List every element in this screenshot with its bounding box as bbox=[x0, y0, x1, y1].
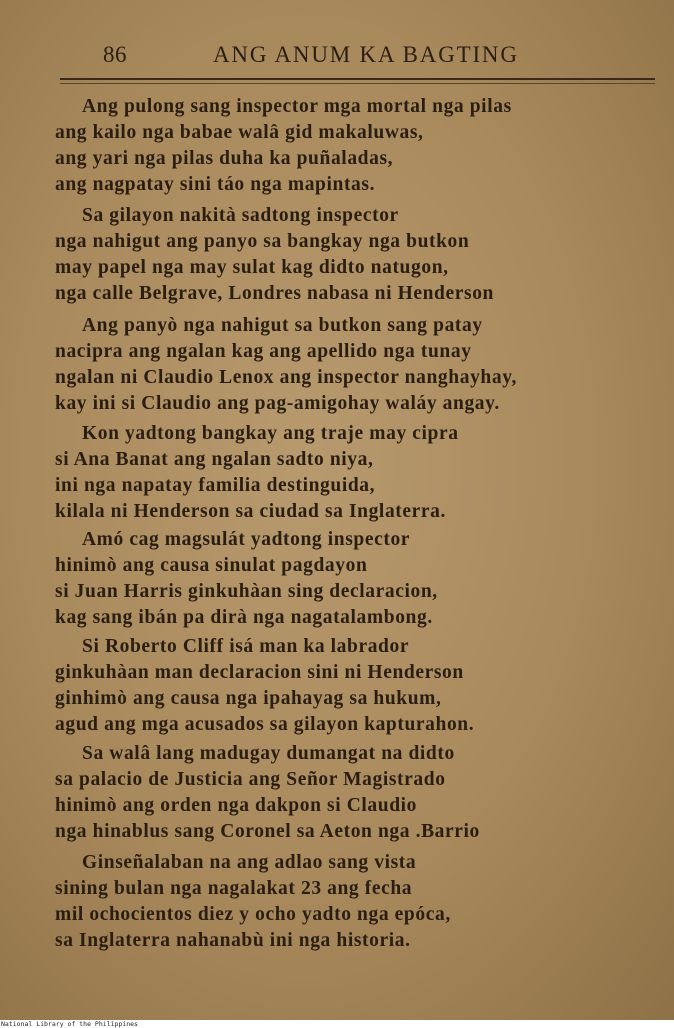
poem-line: sa Inglaterra nahanabù ini nga historia. bbox=[55, 930, 411, 951]
poem-line: Sa gilayon nakità sadtong inspector bbox=[82, 205, 399, 226]
running-title: ANG ANUM KA BAGTING bbox=[213, 42, 519, 67]
poem-line: ini nga napatay familia destinguida, bbox=[55, 475, 376, 496]
poem-line: Ang panyò nga nahigut sa butkon sang patay bbox=[82, 315, 483, 336]
poem-line: Kon yadtong bangkay ang traje may cipra bbox=[82, 423, 459, 444]
page-number: 86 bbox=[103, 42, 127, 67]
poem-line: ang kailo nga babae walâ gid makaluwas, bbox=[55, 122, 424, 143]
poem-line: may papel nga may sulat kag didto natugon, bbox=[55, 257, 449, 278]
poem-line: hinimò ang orden nga dakpon si Claudio bbox=[55, 795, 418, 816]
poem-line: Sa walâ lang madugay dumangat na didto bbox=[82, 743, 455, 764]
poem-line: sining bulan nga nagalakat 23 ang fecha bbox=[55, 878, 413, 899]
footer-strip bbox=[0, 1020, 674, 1028]
poem-line: nga hinablus sang Coronel sa Aeton nga .Barrio bbox=[55, 821, 480, 842]
poem-line: ginhimò ang causa nga ipahayag sa hukum, bbox=[55, 688, 442, 709]
header-rule bbox=[60, 78, 655, 80]
poem-line: nga nahigut ang panyo sa bangkay nga butkon bbox=[55, 231, 470, 252]
poem-line: kilala ni Henderson sa ciudad sa Inglaterra. bbox=[55, 501, 446, 522]
poem-line: si Ana Banat ang ngalan sadto niya, bbox=[55, 449, 374, 470]
poem-line: kag sang ibán pa dirà nga nagatalambong. bbox=[55, 607, 433, 628]
poem-line: Ang pulong sang inspector mga mortal nga pilas bbox=[82, 96, 512, 117]
poem-line: agud ang mga acusados sa gilayon kapturahon. bbox=[55, 714, 475, 735]
header-rule-thin bbox=[60, 83, 655, 84]
poem-line: nga calle Belgrave, Londres nabasa ni Henderson bbox=[55, 283, 494, 304]
poem-line: ngalan ni Claudio Lenox ang inspector nanghayhay, bbox=[55, 367, 517, 388]
poem-line: ang nagpatay sini táo nga mapintas. bbox=[55, 174, 376, 195]
page-header bbox=[0, 42, 674, 76]
poem-line: mil ochocientos diez y ocho yadto nga epóca, bbox=[55, 904, 451, 925]
poem-line: Si Roberto Cliff isá man ka labrador bbox=[82, 636, 410, 657]
poem-line: nacipra ang ngalan kag ang apellido nga tunay bbox=[55, 341, 472, 362]
library-credit: National Library of the Philippines bbox=[1, 1020, 138, 1028]
poem-line: ang yari nga pilas duha ka puñaladas, bbox=[55, 148, 394, 169]
poem-line: Ginseñalaban na ang adlao sang vista bbox=[82, 852, 417, 873]
poem-line: kay ini si Claudio ang pag-amigohay waláy angay. bbox=[55, 393, 500, 414]
poem-line: Amó cag magsulát yadtong inspector bbox=[82, 529, 411, 550]
poem-line: si Juan Harris ginkuhàan sing declaracion, bbox=[55, 581, 438, 602]
poem-line: ginkuhàan man declaracion sini ni Henderson bbox=[55, 662, 464, 683]
poem-line: hinimò ang causa sinulat pagdayon bbox=[55, 555, 368, 576]
poem-line: sa palacio de Justicia ang Señor Magistrado bbox=[55, 769, 446, 790]
